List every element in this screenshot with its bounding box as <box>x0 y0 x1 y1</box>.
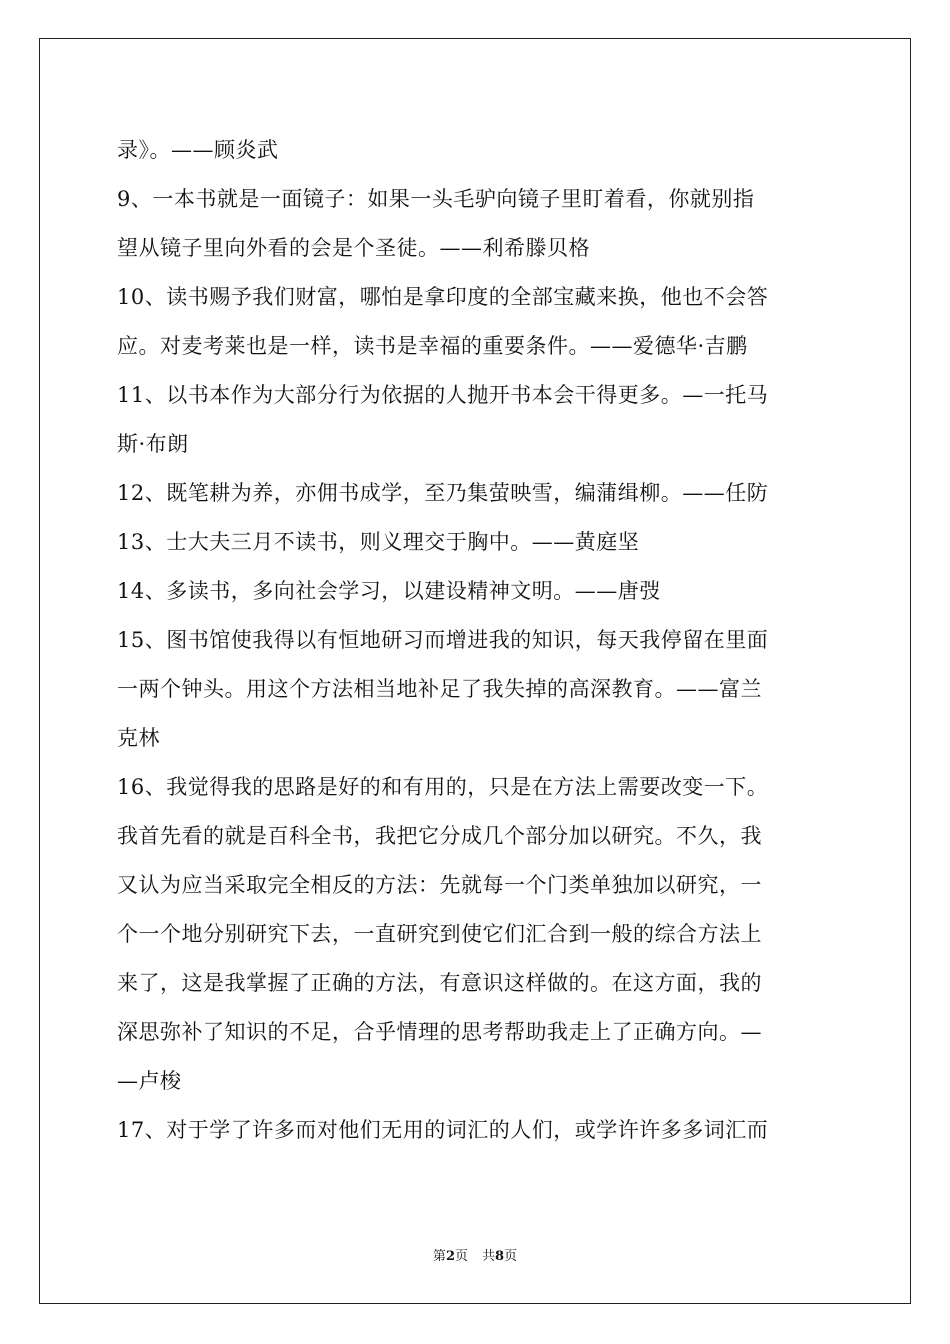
total-label-suffix: 页 <box>504 1249 518 1264</box>
total-pages: 8 <box>495 1249 505 1264</box>
text-line: 应。对麦考莱也是一样，读书是幸福的重要条件。——爱德华·吉鹏 <box>117 334 748 358</box>
text-line: 克林 <box>117 726 160 750</box>
text-line: 10、读书赐予我们财富，哪怕是拿印度的全部宝藏来换，他也不会答 <box>117 285 769 309</box>
document-body <box>117 126 835 1155</box>
text-line: 录》。——顾炎武 <box>117 138 279 162</box>
text-line: 11、以书本作为大部分行为依据的人抛开书本会干得更多。—一托马 <box>117 383 769 407</box>
text-line: 望从镜子里向外看的会是个圣徒。——利希滕贝格 <box>117 236 590 260</box>
page-label-prefix: 第 <box>432 1249 446 1264</box>
text-line: 16、我觉得我的思路是好的和有用的，只是在方法上需要改变一下。 <box>117 775 769 799</box>
text-line: 14、多读书，多向社会学习，以建设精神文明。——唐弢 <box>117 579 661 603</box>
text-line: 12、既笔耕为养，亦佣书成学，至乃集萤映雪，编蒲缉柳。——任防 <box>117 481 769 505</box>
text-line: 斯·布朗 <box>117 432 189 456</box>
text-line: 一两个钟头。用这个方法相当地补足了我失掉的高深教育。——富兰 <box>117 677 762 701</box>
text-line: 个一个地分别研究下去，一直研究到使它们汇合到一般的综合方法上 <box>117 922 762 946</box>
total-label-prefix: 共 <box>482 1249 496 1264</box>
text-line: 13、士大夫三月不读书，则义理交于胸中。——黄庭坚 <box>117 530 640 554</box>
text-line: 来了，这是我掌握了正确的方法，有意识这样做的。在这方面，我的 <box>117 971 762 995</box>
text-line: 深思弥补了知识的不足，合乎情理的思考帮助我走上了正确方向。— <box>117 1020 762 1044</box>
page-footer <box>0 1247 950 1267</box>
page-number: 2 <box>445 1249 455 1264</box>
text-line: 又认为应当采取完全相反的方法：先就每一个门类单独加以研究，一 <box>117 873 762 897</box>
page-label-suffix: 页 <box>454 1249 468 1264</box>
text-line: —卢梭 <box>117 1069 182 1093</box>
text-line: 17、对于学了许多而对他们无用的词汇的人们，或学许许多多词汇而 <box>117 1118 769 1142</box>
text-line: 9、一本书就是一面镜子：如果一头毛驴向镜子里盯着看，你就别指 <box>117 187 755 211</box>
text-line: 我首先看的就是百科全书，我把它分成几个部分加以研究。不久，我 <box>117 824 762 848</box>
text-line: 15、图书馆使我得以有恒地研习而增进我的知识，每天我停留在里面 <box>117 628 769 652</box>
